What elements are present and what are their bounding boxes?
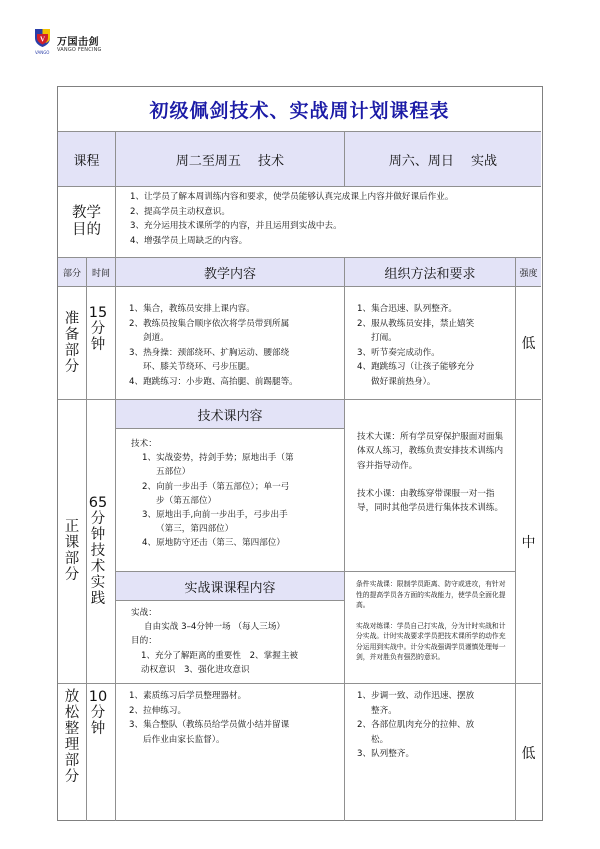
- part-char: 分: [64, 567, 80, 583]
- item-text-cont: 步（第五部位）: [156, 495, 217, 506]
- warmup-content-item: [129, 375, 339, 390]
- combat-goal-label: 目的：: [131, 636, 157, 647]
- brand-name: 万国击剑: [57, 37, 99, 48]
- part-char: 松: [64, 705, 80, 721]
- item-text: 向前一步出手（第五部位）；单一弓: [156, 481, 290, 492]
- cooldown-intensity: 低: [521, 745, 536, 762]
- cooldown-content-item: [129, 689, 341, 704]
- item-text-cont: 整齐。: [371, 705, 397, 716]
- item-text: 服从教练员安排，禁止嬉笑: [371, 318, 475, 329]
- item-number: 4、: [129, 376, 144, 387]
- item-number: 4、: [357, 362, 372, 372]
- warmup-part: [58, 287, 86, 399]
- time-char: 实: [90, 575, 106, 591]
- item-text: 热身操：颈部绕环、扩胸运动、腰部绕: [143, 347, 290, 358]
- item-text: 队列整齐。: [371, 749, 415, 759]
- warmup-method-item: [357, 346, 509, 361]
- item-number: 2、: [357, 720, 372, 730]
- cooldown-method-item: [357, 718, 509, 747]
- header-time: 时间: [91, 268, 110, 279]
- warmup-content-item: [129, 346, 339, 375]
- objectives-label: [58, 187, 115, 257]
- time-char: 分: [90, 321, 106, 337]
- item-text: 集合迅速、队列整齐。: [371, 304, 458, 314]
- tech-method: [357, 430, 509, 515]
- item-text: 集合，教练员安排上课内容。: [143, 304, 255, 314]
- part-char: 分: [64, 359, 80, 375]
- page-title: 初级佩剑技术、实战周计划课程表: [149, 99, 450, 122]
- cooldown-part: [58, 689, 86, 785]
- objectives-list: [130, 190, 535, 248]
- time-char: 分: [90, 511, 106, 527]
- warmup-content: [129, 302, 339, 389]
- time-char: 分: [90, 705, 106, 721]
- item-text-cont: 打闹。: [371, 333, 397, 343]
- tech-item: [131, 508, 341, 536]
- main-intensity: 中: [521, 534, 536, 551]
- header-content: 教学内容: [203, 266, 256, 282]
- item-text-cont: 剑道。: [143, 333, 169, 343]
- warmup-method-item: [357, 317, 509, 346]
- logo-ribbon: VANGO: [35, 50, 50, 55]
- warmup-method-item: [357, 360, 509, 389]
- item-text: 步调一致、动作迅速、摆放: [371, 691, 475, 701]
- main-time: [88, 495, 114, 607]
- objective-item: 1、让学员了解本周训练内容和要求，使学员能够认真完成课上内容并做好课后作业。: [130, 192, 454, 202]
- item-number: 3、: [357, 347, 372, 358]
- course-label: 课程: [73, 153, 100, 169]
- time-char: 15: [88, 305, 108, 321]
- item-number: 2、: [357, 318, 372, 329]
- weekday-course: 周二至周五 技术: [175, 153, 285, 169]
- item-number: 1、: [357, 691, 372, 701]
- item-text-cont: 后作业由家长监督）。: [143, 734, 225, 745]
- objective-item: 2、提高学员主动权意识。: [130, 206, 230, 217]
- combat-method: [356, 579, 510, 663]
- item-number: 1、: [142, 453, 157, 464]
- logo: [34, 28, 114, 64]
- part-char: 理: [64, 737, 80, 753]
- brand-name-en: VANGO FENCING: [57, 47, 102, 53]
- warmup-intensity: 低: [521, 336, 536, 352]
- tech-item: [131, 536, 341, 550]
- cooldown-content-item: [129, 718, 341, 747]
- cooldown-method-item: [357, 689, 509, 718]
- tech-heading: 技术课内容: [116, 400, 344, 428]
- item-text: 素质练习后学员整理器材。: [143, 691, 247, 701]
- combat-goal: 动权意识 3、强化进攻意识: [141, 664, 250, 675]
- combat-method-paragraph: 实战对练课：学员自己打实战，分为计时实战和计分实战。计时实战要求学员把技术课所学的动作充分运用到实战中。计分实战强调学员谨慎处理每一剑，并对胜负有强烈的意识。: [356, 621, 506, 661]
- item-text: 听节奏完成动作。: [371, 347, 440, 358]
- part-char: 正: [64, 519, 80, 535]
- item-number: 1、: [129, 691, 144, 701]
- time-char: 技: [90, 543, 106, 559]
- item-text: 各部位肌肉充分的拉伸、放: [371, 720, 475, 730]
- part-char: 部: [64, 551, 80, 567]
- item-text-cont: 做好课前热身）。: [371, 376, 436, 387]
- warmup-content-item: [129, 317, 339, 346]
- item-number: 1、: [357, 304, 372, 314]
- cooldown-method: [357, 689, 509, 762]
- item-text-cont: 五部位）: [156, 467, 191, 478]
- course-schedule-table: [57, 86, 543, 821]
- combat-format: 自由实战 3–4分钟一场 （每人三场）: [144, 622, 286, 633]
- cooldown-method-item: [357, 747, 509, 762]
- item-number: 3、: [129, 720, 144, 730]
- time-char: 10: [88, 689, 108, 705]
- warmup-time: [88, 305, 114, 353]
- part-char: 整: [64, 721, 80, 737]
- main-part: [58, 519, 86, 583]
- item-number: 2、: [142, 481, 157, 492]
- item-text-cont: 松。: [371, 734, 389, 745]
- objectives-label-line: 教学: [72, 205, 101, 221]
- part-char: 部: [64, 753, 80, 769]
- objective-item: 3、充分运用技术课所学的内容，并且运用到实战中去。: [130, 221, 342, 231]
- combat-goal: 1、充分了解距离的重要性 2、掌握主被: [141, 650, 299, 661]
- time-char: 践: [90, 591, 106, 607]
- warmup-method: [357, 302, 509, 389]
- combat-content: [131, 606, 341, 677]
- item-number: 4、: [142, 538, 157, 549]
- part-char: 部: [64, 343, 80, 359]
- item-number: 3、: [357, 749, 372, 759]
- item-text: 跑跳练习：小步跑、高抬腿、前踢腿等。: [143, 376, 298, 387]
- objectives-label-line: 目的: [72, 222, 101, 238]
- tech-item: [131, 480, 341, 508]
- part-char: 放: [64, 689, 80, 705]
- combat-heading: 实战课课程内容: [116, 572, 344, 600]
- tech-content: [131, 437, 341, 551]
- svg-text:V: V: [39, 35, 46, 44]
- item-text: 实战姿势，持剑手势；原地出手（第: [156, 453, 294, 464]
- combat-method-paragraph: 条件实战课：限制学员距离、防守或进攻，有针对性的提高学员各方面的实战能力，使学员全面化提高。: [356, 580, 506, 609]
- header-intensity: 强度: [519, 268, 538, 279]
- warmup-content-item: [129, 302, 339, 317]
- part-char: 分: [64, 769, 80, 785]
- cooldown-content: [129, 689, 341, 747]
- time-char: 65: [88, 495, 108, 511]
- tech-intro: 技术：: [131, 439, 157, 449]
- tech-method-paragraph: 技术小课：由教练穿带课服一对一指导，同时其他学员进行集体技术训练。: [357, 488, 504, 514]
- part-char: 课: [64, 535, 80, 551]
- item-number: 2、: [129, 705, 144, 716]
- header-part: 部分: [62, 268, 81, 279]
- combat-intro: 实战：: [131, 608, 157, 618]
- weekend-course: 周六、周日 实战: [388, 153, 498, 169]
- tech-method-paragraph: 技术大课：所有学员穿保护服面对面集体双人练习，教练负责安排技术训练内容并指导动作。: [357, 432, 504, 471]
- part-char: 准: [64, 311, 80, 327]
- cooldown-time: [88, 689, 114, 737]
- item-number: 3、: [129, 347, 144, 358]
- part-char: 备: [64, 327, 80, 343]
- item-text-cont: 环、膝关节绕环、弓步压腿。: [143, 362, 255, 372]
- item-text: 原地出手,向前一步出手，弓步出手: [156, 510, 288, 521]
- time-char: 术: [90, 559, 106, 575]
- tech-item: [131, 451, 341, 479]
- cooldown-content-item: [129, 704, 341, 719]
- item-text: 原地防守还击（第三、第四部位）: [156, 538, 285, 549]
- item-text: 跑跳练习（让孩子能够充分: [371, 362, 475, 372]
- item-text-cont: （第三，第四部位）: [156, 524, 234, 535]
- item-text: 拉伸练习。: [143, 705, 187, 716]
- time-char: 钟: [90, 721, 106, 737]
- item-text: 教练员按集合顺序依次将学员带到所属: [143, 318, 290, 329]
- shield-logo-icon: [34, 28, 51, 48]
- time-char: 钟: [90, 527, 106, 543]
- item-number: 1、: [129, 304, 144, 314]
- item-text: 集合整队（教练员给学员做小结并留课: [143, 720, 290, 730]
- time-char: 钟: [90, 337, 106, 353]
- item-number: 2、: [129, 318, 144, 329]
- header-method: 组织方法和要求: [384, 266, 476, 282]
- objective-item: 4、增强学员上周缺乏的内容。: [130, 235, 248, 246]
- warmup-method-item: [357, 302, 509, 317]
- item-number: 3、: [142, 510, 157, 521]
